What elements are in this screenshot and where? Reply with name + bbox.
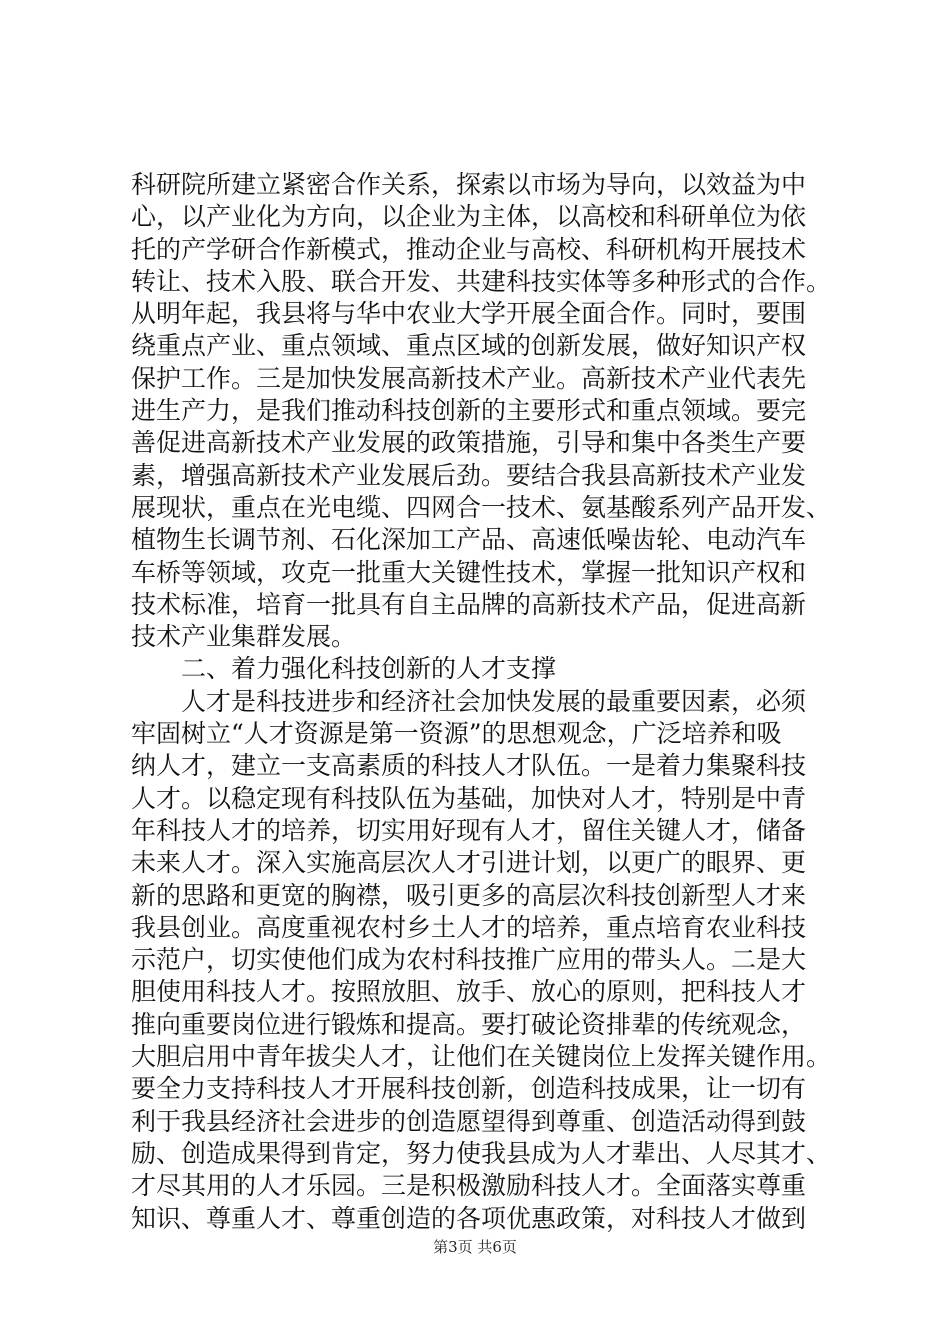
text-line: 技术标准，培育一批具有自主品牌的高新技术产品，促进高新	[131, 589, 807, 619]
text-line: 胆使用科技人才。按照放胆、放手、放心的原则，把科技人才	[131, 977, 807, 1007]
text-line: 技术产业集群发展。	[131, 622, 357, 652]
text-line: 转让、技术入股、联合开发、共建科技实体等多种形式的合作。	[131, 266, 832, 296]
text-line: 善促进高新技术产业发展的政策措施，引导和集中各类生产要	[131, 428, 807, 458]
text-line: 励、创造成果得到肯定，努力使我县成为人才辈出、人尽其才、	[131, 1138, 832, 1168]
text-line: 大胆启用中青年拔尖人才，让他们在关键岗位上发挥关键作用。	[131, 1042, 832, 1072]
text-line: 纳人才，建立一支高素质的科技人才队伍。一是着力集聚科技	[131, 751, 807, 781]
text-line: 科研院所建立紧密合作关系，探索以市场为导向，以效益为中	[131, 170, 807, 199]
text-line: 知识、尊重人才、尊重创造的各项优惠政策，对科技人才做到	[131, 1203, 807, 1233]
page-number-footer: 第3页 共6页	[433, 1238, 517, 1256]
text-line: 心，以产业化为方向，以企业为主体，以高校和科研单位为依	[131, 202, 807, 232]
text-line: 车桥等领域，攻克一批重大关键性技术，掌握一批知识产权和	[131, 557, 807, 587]
text-line: 素，增强高新技术产业发展后劲。要结合我县高新技术产业发	[131, 460, 807, 490]
text-line: 要全力支持科技人才开展科技创新，创造科技成果，让一切有	[131, 1074, 807, 1104]
text-line: 人才是科技进步和经济社会加快发展的最重要因素，必须	[131, 686, 807, 716]
text-line: 人才。以稳定现有科技队伍为基础，加快对人才，特别是中青	[131, 783, 807, 813]
text-line: 托的产学研合作新模式，推动企业与高校、科研机构开展技术	[131, 234, 807, 264]
text-line: 绕重点产业、重点领域、重点区域的创新发展，做好知识产权	[131, 331, 807, 361]
text-line: 才尽其用的人才乐园。三是积极激励科技人才。全面落实尊重	[131, 1171, 807, 1201]
text-line: 展现状，重点在光电缆、四网合一技术、氨基酸系列产品开发、	[131, 492, 832, 522]
text-line: 示范户，切实使他们成为农村科技推广应用的带头人。二是大	[131, 945, 807, 975]
text-line: 牢固树立“人才资源是第一资源”的思想观念，广泛培养和吸	[131, 719, 782, 749]
text-line: 从明年起，我县将与华中农业大学开展全面合作。同时，要围	[131, 299, 807, 329]
text-line: 进生产力，是我们推动科技创新的主要形式和重点领域。要完	[131, 396, 807, 426]
text-line: 未来人才。深入实施高层次人才引进计划，以更广的眼界、更	[131, 848, 807, 878]
document-body	[131, 169, 851, 1235]
text-line: 推向重要岗位进行锻炼和提高。要打破论资排辈的传统观念，	[131, 1009, 807, 1039]
text-line: 植物生长调节剂、石化深加工产品、高速低噪齿轮、电动汽车	[131, 525, 807, 555]
text-line: 保护工作。三是加快发展高新技术产业。高新技术产业代表先	[131, 363, 807, 393]
text-line: 我县创业。高度重视农村乡土人才的培养，重点培育农业科技	[131, 912, 807, 942]
text-line: 二、着力强化科技创新的人才支撑	[131, 654, 557, 684]
text-line: 年科技人才的培养，切实用好现有人才，留住关键人才，储备	[131, 815, 807, 845]
text-line: 利于我县经济社会进步的创造愿望得到尊重、创造活动得到鼓	[131, 1106, 807, 1136]
text-line: 新的思路和更宽的胸襟，吸引更多的高层次科技创新型人才来	[131, 880, 807, 910]
